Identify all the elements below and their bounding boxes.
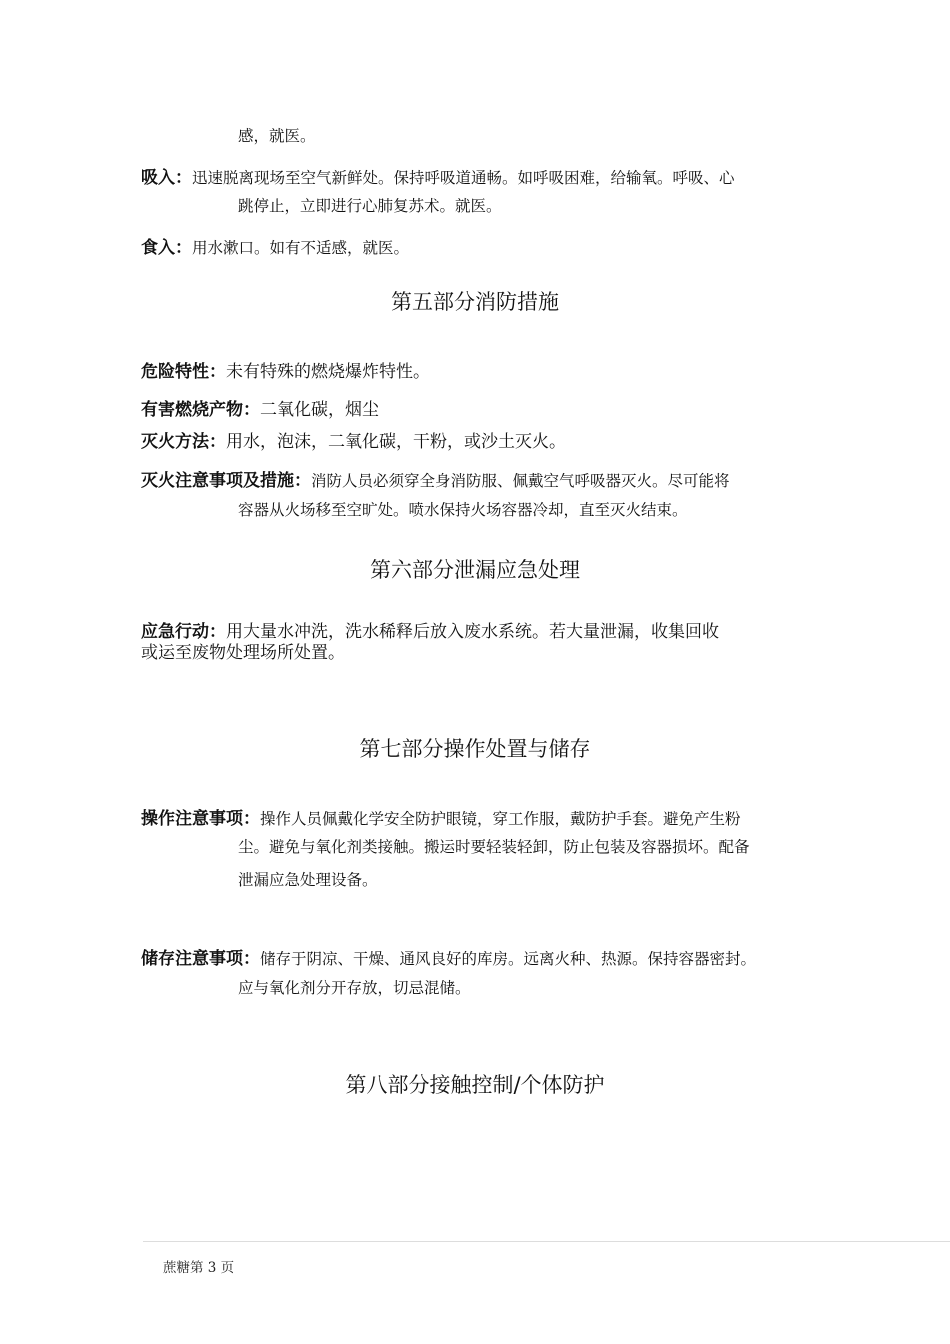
ingestion-text: 用水漱口。如有不适感，就医。 <box>192 239 410 257</box>
storage-block <box>141 944 756 969</box>
handling-line3: 泄漏应急处理设备。 <box>238 871 378 889</box>
handling-line2: 尘。避免与氧化剂类接触。搬运时要轻装轻卸，防止包装及容器损坏。配备 <box>238 838 750 856</box>
extinguishing-method-label: 灭火方法： <box>141 432 226 452</box>
handling-block <box>141 804 741 829</box>
inhalation-block <box>141 163 735 188</box>
emergency-action-line2: 或运至废物处理场所处置。 <box>141 643 345 663</box>
ingestion-label: 食入： <box>141 238 192 258</box>
combustion-products-block <box>141 395 379 421</box>
hazard-label: 危险特性： <box>141 362 226 382</box>
inhalation-label: 吸入： <box>141 168 192 188</box>
storage-line2: 应与氧化剂分开存放，切忌混储。 <box>238 979 471 997</box>
ingestion-block <box>141 233 409 258</box>
inhalation-text-line2: 跳停止，立即进行心肺复苏术。就医。 <box>238 197 502 215</box>
emergency-action-label: 应急行动： <box>141 622 226 642</box>
firefighting-notes-line2: 容器从火场移至空旷处。喷水保持火场容器冷却，直至灭火结束。 <box>238 501 688 519</box>
footer-divider <box>143 1241 950 1242</box>
combustion-products-text: 二氧化碳，烟尘 <box>260 400 379 420</box>
inhalation-text-line1: 迅速脱离现场至空气新鲜处。保持呼吸道通畅。如呼吸困难，给输氧。呼吸、心 <box>192 169 735 187</box>
hazard-block <box>141 357 430 383</box>
extinguishing-method-block <box>141 427 566 453</box>
emergency-action-line1: 用大量水冲洗，洗水稀释后放入废水系统。若大量泄漏，收集回收 <box>226 622 719 642</box>
storage-line1: 储存于阴凉、干燥、通风良好的库房。远离火种、热源。保持容器密封。 <box>260 950 757 968</box>
hazard-text: 未有特殊的燃烧爆炸特性。 <box>226 362 430 382</box>
firefighting-notes-block <box>141 466 730 491</box>
firefighting-notes-line1: 消防人员必须穿全身消防服、佩戴空气呼吸器灭火。尽可能将 <box>311 472 730 490</box>
part6-heading: 第六部分泄漏应急处理 <box>370 558 580 582</box>
firefighting-notes-label: 灭火注意事项及措施： <box>141 471 311 491</box>
extinguishing-method-text: 用水，泡沫，二氧化碳，干粉，或沙土灭火。 <box>226 432 566 452</box>
part8-heading: 第八部分接触控制/个体防护 <box>345 1073 605 1097</box>
handling-line1: 操作人员佩戴化学安全防护眼镜，穿工作服，戴防护手套。避免产生粉 <box>260 810 741 828</box>
storage-label: 储存注意事项： <box>141 949 260 969</box>
part5-heading: 第五部分消防措施 <box>391 290 559 314</box>
handling-label: 操作注意事项： <box>141 809 260 829</box>
emergency-action-block <box>141 617 719 643</box>
page-footer: 蔗糖第 3 页 <box>163 1260 235 1276</box>
part7-heading: 第七部分操作处置与储存 <box>359 737 591 761</box>
skin-contact-tail: 感，就医。 <box>238 127 316 145</box>
combustion-products-label: 有害燃烧产物： <box>141 400 260 420</box>
